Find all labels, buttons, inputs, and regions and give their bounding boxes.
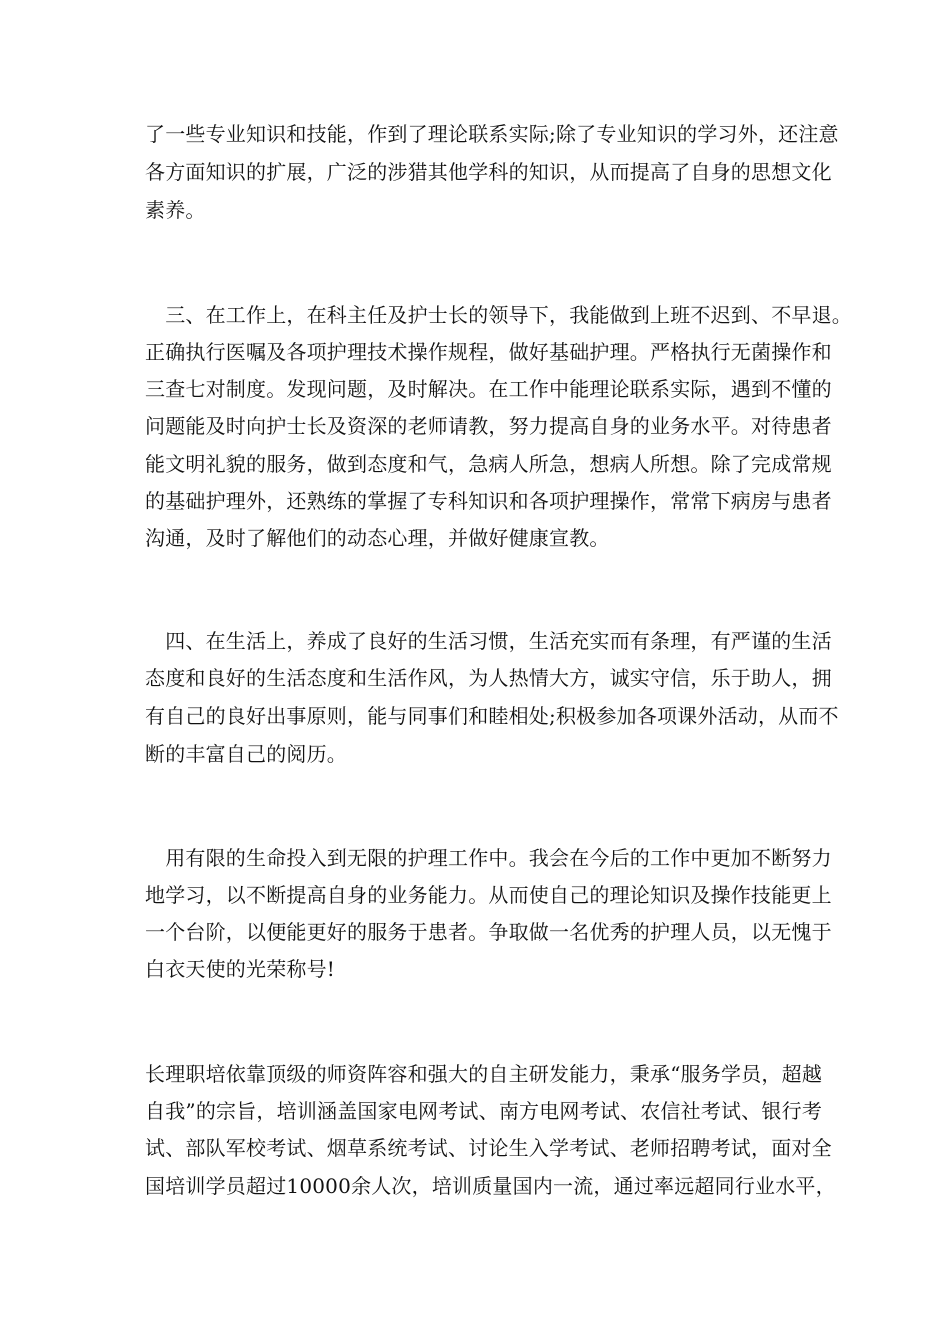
paragraph-line: 试、部队军校考试、烟草系统考试、讨论生入学考试、老师招聘考试，面对全: [145, 1136, 832, 1160]
paragraph-line: 素养。: [145, 198, 206, 222]
paragraph-line: 一个台阶，以便能更好的服务于患者。争取做一名优秀的护理人员，以无愧于: [145, 920, 832, 944]
paragraph-line: 各方面知识的扩展，广泛的涉猎其他学科的知识，从而提高了自身的思想文化: [145, 160, 832, 184]
paragraph-line: 断的丰富自己的阅历。: [145, 742, 347, 766]
paragraph-line: 了一些专业知识和技能，作到了理论联系实际;除了专业知识的学习外，还注意: [145, 122, 839, 146]
paragraph-line: 白衣天使的光荣称号!: [145, 957, 336, 981]
paragraph-line: 有自己的良好出事原则，能与同事们和睦相处;积极参加各项课外活动，从而不: [145, 704, 839, 728]
paragraph-line: 三查七对制度。发现问题，及时解决。在工作中能理论联系实际，遇到不懂的: [145, 377, 832, 401]
paragraph-line: 长理职培依靠顶级的师资阵容和强大的自主研发能力，秉承“服务学员，超越: [145, 1062, 823, 1086]
paragraph-line: 态度和良好的生活态度和生活作风，为人热情大方，诚实守信，乐于助人，拥: [145, 666, 832, 690]
paragraph-line: 正确执行医嘱及各项护理技术操作规程，做好基础护理。严格执行无菌操作和: [145, 340, 832, 364]
paragraph-line: 问题能及时向护士长及资深的老师请教，努力提高自身的业务水平。对待患者: [145, 414, 832, 438]
paragraph-line: 四、在生活上，养成了良好的生活习惯，生活充实而有条理，有严谨的生活: [145, 629, 832, 653]
paragraph-line: 沟通，及时了解他们的动态心理，并做好健康宣教。: [145, 526, 610, 550]
paragraph-line: 的基础护理外，还熟练的掌握了专科知识和各项护理操作，常常下病房与患者: [145, 489, 832, 513]
paragraph-line: 自我”的宗旨，培训涵盖国家电网考试、南方电网考试、农信社考试、银行考: [145, 1099, 823, 1123]
paragraph-line: 用有限的生命投入到无限的护理工作中。我会在今后的工作中更加不断努力: [145, 846, 832, 870]
paragraph-line: 能文明礼貌的服务，做到态度和气，急病人所急，想病人所想。除了完成常规: [145, 452, 832, 476]
paragraph-line: 地学习，以不断提高自身的业务能力。从而使自己的理论知识及操作技能更上: [145, 883, 832, 907]
paragraph-line: 三、在工作上，在科主任及护士长的领导下，我能做到上班不迟到、不早退。: [145, 303, 852, 327]
paragraph-line: 国培训学员超过10000余人次，培训质量国内一流，通过率远超同行业水平，: [145, 1174, 836, 1198]
